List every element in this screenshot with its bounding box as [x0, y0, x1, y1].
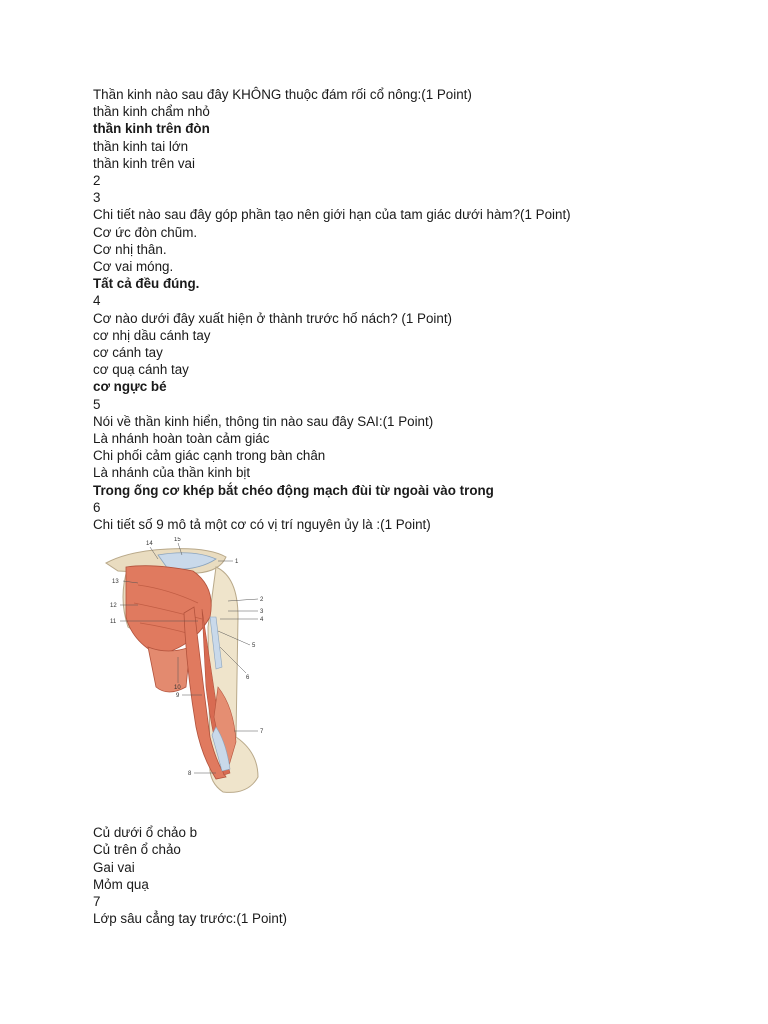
question-title: Cơ nào dưới đây xuất hiện ở thành trước hố nách? (1 Point)	[93, 310, 452, 326]
figure-label: 12	[110, 603, 117, 610]
question-title: Lớp sâu cẳng tay trước:(1 Point)	[93, 911, 287, 927]
answer-option: cơ cánh tay	[93, 345, 163, 361]
answer-option: Củ trên ổ chảo	[93, 842, 181, 858]
answer-option: Cơ nhị thân.	[93, 241, 167, 257]
question-title: Chi tiết số 9 mô tả một cơ có vị trí nguyên ủy là :(1 Point)	[93, 517, 431, 533]
question-title: Nói về thần kinh hiển, thông tin nào sau đây SAI:(1 Point)	[93, 413, 434, 429]
answer-option: Là nhánh hoàn toàn cảm giác	[93, 431, 270, 447]
question-title: Chi tiết nào sau đây góp phần tạo nên giới hạn của tam giác dưới hàm?(1 Point)	[93, 207, 571, 223]
answer-option: cơ quạ cánh tay	[93, 362, 189, 378]
arm-anatomy-figure	[98, 537, 278, 819]
figure-label: 5	[252, 643, 256, 650]
answer-option: Cơ ức đòn chũm.	[93, 224, 198, 240]
figure-label: 9	[176, 693, 180, 700]
answer-option: Gai vai	[93, 859, 135, 875]
answer-option: cơ nhị dầu cánh tay	[93, 327, 211, 343]
answer-option-correct: Trong ống cơ khép bắt chéo động mạch đùi từ ngoài vào trong	[93, 482, 494, 498]
figure-label: 13	[112, 579, 119, 586]
figure-label: 6	[246, 675, 250, 682]
answer-option-correct: thần kinh trên đòn	[93, 121, 210, 137]
answer-option: thần kinh tai lớn	[93, 138, 189, 154]
figure-label: 10	[174, 685, 181, 692]
answer-option: Cơ vai móng.	[93, 259, 174, 275]
figure-label: 7	[260, 729, 264, 736]
question-number: 6	[93, 499, 101, 515]
question-number: 3	[93, 190, 101, 206]
question-number: 7	[93, 894, 101, 910]
figure-label: 14	[146, 541, 153, 548]
answer-option: thần kinh trên vai	[93, 155, 195, 171]
figure-label: 3	[260, 609, 264, 616]
question-number: 5	[93, 396, 101, 412]
answer-option: Mỏm quạ	[93, 876, 149, 892]
question-number: 4	[93, 293, 101, 309]
question-title: Thần kinh nào sau đây KHÔNG thuộc đám rối cổ nông:(1 Point)	[93, 87, 472, 102]
figure-label: 8	[188, 771, 192, 778]
figure-label: 4	[260, 617, 264, 624]
answer-option: thần kinh chẩm nhỏ	[93, 104, 210, 120]
answer-option: Là nhánh của thần kinh bịt	[93, 465, 251, 481]
answer-option-correct: cơ ngực bé	[93, 379, 167, 395]
answer-option: Củ dưới ổ chảo b	[93, 825, 198, 841]
arm-muscle-illustration	[98, 537, 278, 819]
document-body	[93, 86, 733, 928]
figure-label: 1	[235, 559, 239, 566]
question-number: 2	[93, 173, 101, 189]
answer-option: Chi phối cảm giác cạnh trong bàn chân	[93, 448, 326, 464]
figure-label: 11	[110, 619, 117, 626]
answer-option-correct: Tất cả đều đúng.	[93, 276, 200, 292]
figure-label: 2	[260, 597, 264, 604]
figure-label: 15	[174, 537, 181, 544]
